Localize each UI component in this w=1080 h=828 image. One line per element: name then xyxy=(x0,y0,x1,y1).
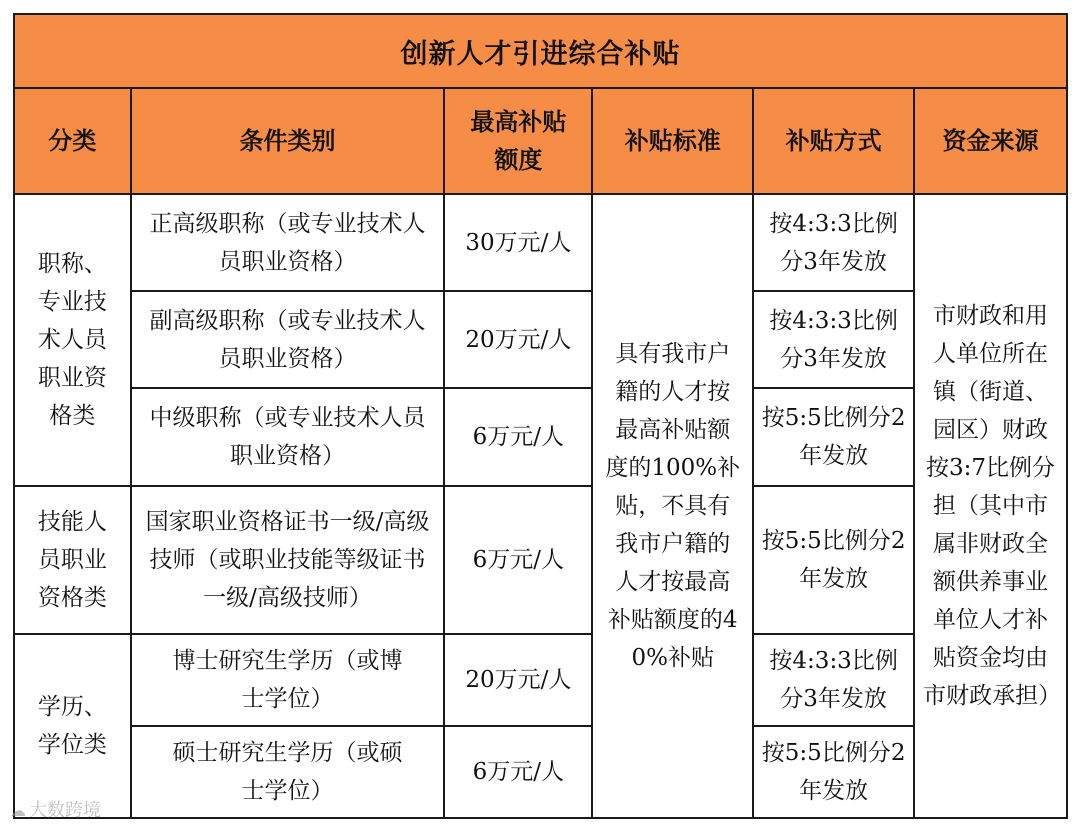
header-max-amount: 最高补贴额度 xyxy=(444,88,592,194)
category-title-qualification: 职称、专业技术人员职业资格类 xyxy=(14,194,131,486)
table-row xyxy=(14,486,1067,634)
method-cell: 按5:5比例分2年发放 xyxy=(753,388,914,486)
max-amount-cell: 6万元/人 xyxy=(444,726,592,818)
method-cell: 按5:5比例分2年发放 xyxy=(753,486,914,634)
category-degree: 学历、学位类 xyxy=(14,634,131,818)
chat-bubble-icon: ☁ xyxy=(10,801,26,820)
method-cell: 按4:3:3比例分3年发放 xyxy=(753,194,914,291)
standard-cell: 具有我市户籍的人才按最高补贴额度的100%补贴，不具有我市户籍的人才按最高补贴额度的40%补贴 xyxy=(592,194,753,818)
watermark-text: 大数跨境 xyxy=(29,800,101,821)
header-method: 补贴方式 xyxy=(753,88,914,194)
header-row xyxy=(14,88,1067,194)
watermark xyxy=(10,796,101,822)
max-amount-cell: 20万元/人 xyxy=(444,634,592,726)
header-category: 分类 xyxy=(14,88,131,194)
table-row xyxy=(14,291,1067,388)
max-amount-cell: 30万元/人 xyxy=(444,194,592,291)
source-cell: 市财政和用人单位所在镇（街道、园区）财政按3:7比例分担（其中市属非财政全额供养事业单位人才补贴资金均由市财政承担） xyxy=(914,194,1067,818)
condition-cell: 中级职称（或专业技术人员职业资格） xyxy=(131,388,445,486)
table-row xyxy=(14,726,1067,818)
method-cell: 按5:5比例分2年发放 xyxy=(753,726,914,818)
table-row xyxy=(14,388,1067,486)
method-cell: 按4:3:3比例分3年发放 xyxy=(753,634,914,726)
max-amount-cell: 20万元/人 xyxy=(444,291,592,388)
header-source: 资金来源 xyxy=(914,88,1067,194)
condition-cell: 博士研究生学历（或博士学位） xyxy=(131,634,445,726)
header-condition: 条件类别 xyxy=(131,88,445,194)
subsidy-table xyxy=(13,13,1068,819)
category-skill-qualification: 技能人员职业资格类 xyxy=(14,486,131,634)
condition-cell: 正高级职称（或专业技术人员职业资格） xyxy=(131,194,445,291)
condition-cell: 硕士研究生学历（或硕士学位） xyxy=(131,726,445,818)
header-standard: 补贴标准 xyxy=(592,88,753,194)
table-title: 创新人才引进综合补贴 xyxy=(14,14,1067,88)
method-cell: 按4:3:3比例分3年发放 xyxy=(753,291,914,388)
condition-cell: 副高级职称（或专业技术人员职业资格） xyxy=(131,291,445,388)
max-amount-cell: 6万元/人 xyxy=(444,486,592,634)
table-row xyxy=(14,194,1067,291)
condition-cell: 国家职业资格证书一级/高级技师（或职业技能等级证书一级/高级技师） xyxy=(131,486,445,634)
max-amount-cell: 6万元/人 xyxy=(444,388,592,486)
table-row xyxy=(14,634,1067,726)
